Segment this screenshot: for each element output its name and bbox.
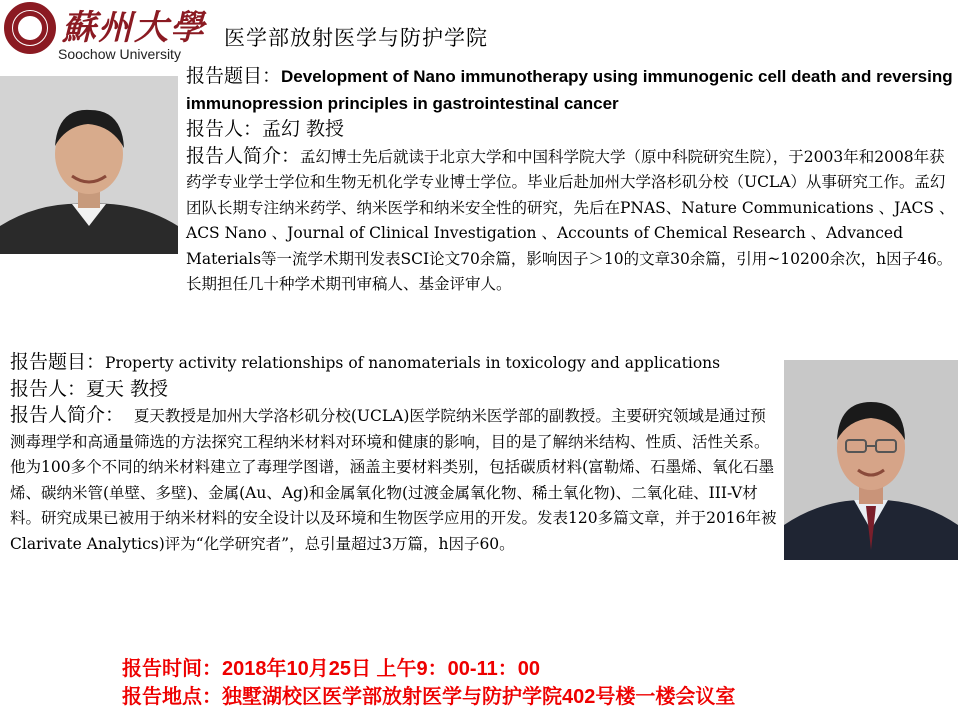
talk1-section <box>186 64 956 298</box>
talk1-title <box>186 64 956 117</box>
talk2-bio <box>10 403 780 557</box>
event-time: 报告时间：2018年10月25日 上午9：00-11：00 <box>122 658 540 680</box>
department-title: 医学部放射医学与防护学院 <box>224 26 488 50</box>
talk1-speaker-name: 孟幻 教授 <box>262 118 345 140</box>
talk2-title-text: Property activity relationships of nanomaterials in toxicology and applications <box>105 354 721 372</box>
event-location: 报告地点：独墅湖校区医学部放射医学与防护学院402号楼一楼会议室 <box>122 686 736 708</box>
university-seal-icon <box>4 2 56 54</box>
university-logo <box>4 2 204 66</box>
logo-chinese-name: 蘇州大學 <box>62 8 206 48</box>
speaker1-photo <box>0 76 178 254</box>
talk1-bio-label: 报告人简介： <box>186 144 301 167</box>
talk2-speaker-name: 夏天 教授 <box>86 377 169 400</box>
talk2-title <box>10 350 780 377</box>
talk1-title-text: Development of Nano immunotherapy using immunogenic cell death and reversing immunopression principles in gastrointestinal cancer <box>186 67 953 113</box>
talk2-section <box>10 350 780 557</box>
talk1-speaker-label: 报告人： <box>186 118 263 140</box>
talk1-bio <box>186 144 956 298</box>
talk2-bio-label: 报告人简介： <box>10 404 125 426</box>
talk2-bio-text: 夏天教授是加州大学洛杉矶分校(UCLA)医学院纳米医学部的副教授。主要研究领域是通过预测毒理学和高通量筛选的方法探究工程纳米材料对环境和健康的影响，目的是了解纳米结构、性质、活性关系。他为100多个不同的纳米材料建立了毒理学图谱，涵盖主要材料类别，包括碳质材料(富勒烯、石墨烯、氧化石墨烯、碳纳米管(单壁、多壁)、金属(Au、Ag)和金属氧化物(过渡金属氧化物、稀土氧化物)、二氧化硅、III-V材料。研究成果已被用于纳米材料的安全设计以及环境和生物医学应用的开发。发表120多篇文章，并于2016年被Clarivate Analytics)评为“化学研究者”，总引量超过3万篇，h因子60。 <box>10 407 777 553</box>
talk2-speaker <box>10 377 780 404</box>
talk2-speaker-label: 报告人： <box>10 377 87 400</box>
talk1-bio-text: 孟幻博士先后就读于北京大学和中国科学院大学（原中科院研究生院），于2003年和2008年获药学专业学士学位和生物无机化学专业博士学位。毕业后赴加州大学洛杉矶分校（UCLA）从事研究工作。孟幻团队长期专注纳米药学、纳米医学和纳米安全性的研究，先后在PNAS、Nature Communications 、JACS 、ACS Nano 、Journal of Clinical Investigation 、Accounts of Chemical Research 、Advanced Materials等一流学术期刊发表SCI论文70余篇，影响因子＞10的文章30余篇，引用~10200余次，h因子46。长期担任几十种学术期刊审稿人、基金评审人。 <box>186 147 955 293</box>
speaker2-photo <box>784 360 958 560</box>
logo-english-name: Soochow University <box>58 46 181 62</box>
talk1-title-label: 报告题目： <box>186 65 282 87</box>
talk1-speaker <box>186 117 956 144</box>
talk2-title-label: 报告题目： <box>10 351 106 373</box>
